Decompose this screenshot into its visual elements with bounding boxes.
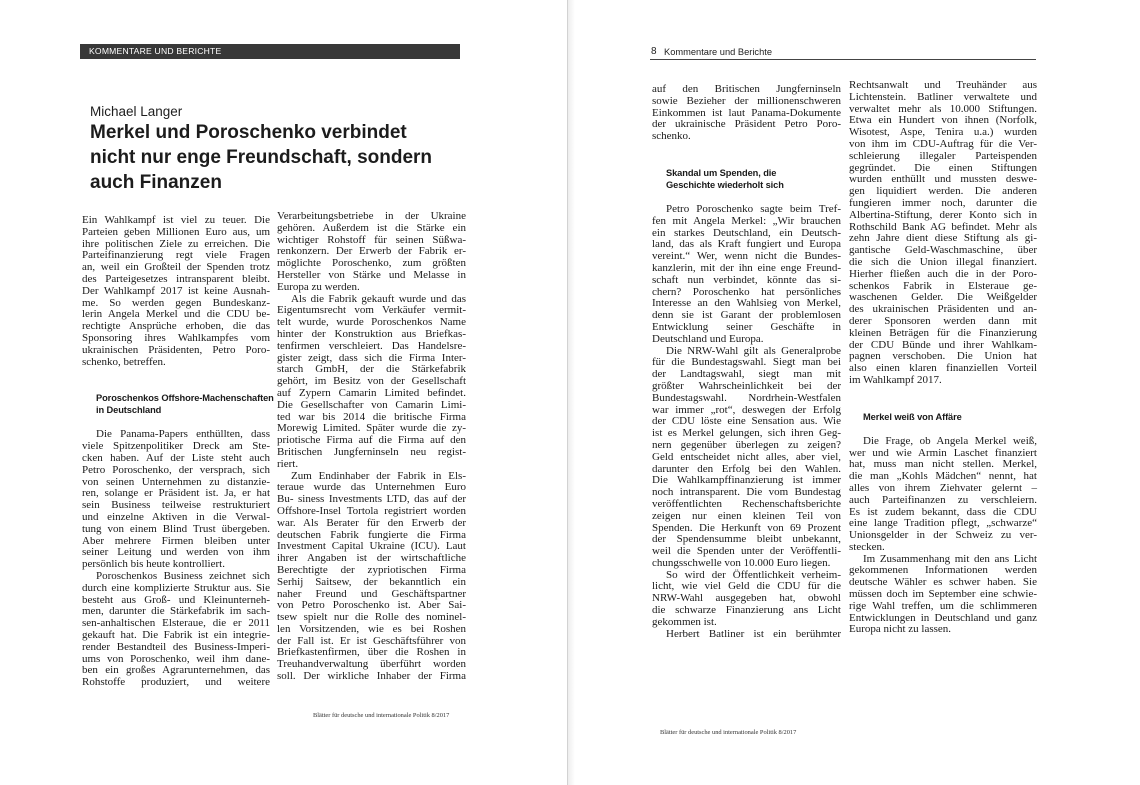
subheading-line: Poroschenkos Offshore-Machenschaften [96, 393, 274, 404]
paragraph [82, 429, 270, 571]
text-line: Rohstoffe produziert, und weitere [82, 676, 270, 689]
paragraph [849, 80, 1037, 387]
section-subheading [849, 411, 1037, 423]
text-line: verwaltet mehr als 10.000 Stiftungen. [849, 102, 1037, 115]
text-line: derer Sponsoren werden dann mit [849, 314, 1037, 327]
text-line: cken haben. Auf der Liste steht auch [82, 451, 270, 464]
paragraph [652, 570, 841, 629]
text-line: Berechtigte der zypriotischen Firma [277, 563, 466, 576]
left-page-column-1 [82, 214, 274, 689]
text-line: Die Frage, ob Angela Merkel weiß, [863, 434, 1037, 447]
text-line: Hersteller von Stärke und Melasse in [277, 268, 466, 281]
paragraph [277, 471, 466, 683]
text-line: rechtigte Ansprüche erhoben, die das [82, 320, 270, 333]
text-line: noch intransparent. Die vom Bundestag [652, 486, 841, 499]
text-line: möglichte Poroschenko, zum größten [277, 257, 466, 270]
text-line: gekommenen Informationen werden [849, 564, 1037, 577]
text-line: wer und wie Armin Laschet finanziert [849, 446, 1037, 459]
paragraph [849, 554, 1037, 637]
text-line: telt wurde, wurde Poroschenkos Name [277, 316, 466, 329]
text-line: Hierher fließen auch die in der Poro- [849, 267, 1037, 280]
text-line: ukrainischen Präsidenten, Petro Poro- [82, 343, 270, 356]
text-line: zeigen nur einen kleinen Teil von [652, 509, 841, 522]
text-line: Die NRW-Wahl gilt als Generalprobe [666, 344, 841, 357]
right-page-column-2 [849, 80, 1037, 636]
text-line: ihrer Angaben ist der wirtschaftliche [277, 552, 466, 565]
text-line: renkonzern. Der Erwerb der Fabrik er- [277, 245, 466, 258]
text-line: soll. Der wirkliche Inhaber der Firma [277, 670, 466, 683]
text-line: Unionsgelder in der Schweiz zu ver- [849, 529, 1037, 542]
text-line: Interesse an den Wahlsieg von Merkel, [652, 297, 841, 310]
text-line: Ein Wahlkampf ist viel zu teuer. Die [82, 214, 270, 226]
text-line: Europa nicht zu lassen. [849, 623, 952, 636]
left-page-column-2 [277, 211, 466, 683]
paragraph [652, 84, 841, 143]
text-line: teraue wurde das Unternehmen Euro [277, 481, 466, 494]
text-line: Im Zusammenhang mit den ans Licht [863, 552, 1037, 565]
text-line: viele Spitzenpolitiker Dreck am Ste- [82, 440, 270, 453]
text-line: seiner Leitung und werden von ihm [82, 546, 270, 559]
text-line: der CDU löste eine Sensation aus. Wie [652, 415, 841, 428]
text-line: Britischen Jungferninseln neu regist- [277, 445, 466, 458]
text-line: Die Gesellschafter von Camarin Limi- [277, 398, 466, 411]
page-footer: Blätter für deutsche und internationale Politik 8/2017 [660, 729, 797, 736]
text-line: der ukrainische Präsident Petro Poro- [652, 118, 841, 131]
text-line: sen-anhaltischen Elsteraue, die er 2011 [82, 617, 270, 630]
section-header-bar [80, 44, 460, 59]
text-line: Eigentumsrecht vom Verkäufer vermit- [277, 304, 466, 317]
text-line: schenko, betreffen. [82, 355, 166, 368]
running-head: Kommentare und Berichte [664, 47, 773, 57]
section-subheading [652, 167, 841, 191]
paragraph [277, 211, 466, 294]
text-line: tsew spielt nur die Rolle des nominel- [277, 611, 466, 624]
text-line: und einzelne Aktiven in die Verwal- [82, 510, 270, 523]
text-line: der Spendensumme bleibt unbekannt, [652, 533, 841, 546]
text-line: Die Panama-Papers enthüllten, dass [96, 428, 270, 441]
text-line: der CDU Bünde und ihrer Wahlkam- [849, 338, 1037, 351]
text-line: ist es Merkel gelungen, sich ihren Geg- [652, 427, 841, 440]
text-line: die sich die Union illegal finanziert. [849, 255, 1037, 268]
text-line: ben ein großes Agrarunternehmen, das [82, 664, 270, 677]
subheading-line: in Deutschland [96, 405, 162, 416]
text-line: müssen doch im September eine schwie- [849, 588, 1037, 601]
text-line: auf den Britischen Jungferninseln [652, 83, 841, 95]
text-line: Herbert Batliner ist ein berühmter [666, 627, 841, 640]
title-line: auch Finanzen [90, 172, 222, 193]
page-footer: Blätter für deutsche und internationale Politik 8/2017 [313, 712, 450, 719]
text-line: alles von ihrem Ziehvater gelernt – [849, 481, 1037, 494]
text-line: Es ist zudem bekannt, dass die CDU [849, 505, 1037, 518]
text-line: ihre politischen Ziele zu erreichen. Die [82, 237, 270, 250]
text-line: weil die Spenden unter der Veröffentli- [652, 545, 841, 558]
text-line: Verarbeitungsbetriebe in der Ukraine [277, 210, 466, 222]
text-line: denn sie ist Garant der problemlosen [652, 309, 841, 322]
text-line: men, darunter die Stärkefabrik im sach- [82, 605, 270, 618]
text-line: schleierung illegaler Parteispenden [849, 149, 1037, 162]
text-line: Rechtsanwalt und Treuhänder aus [849, 79, 1037, 91]
title-line: nicht nur enge Freundschaft, sondern [90, 147, 433, 168]
text-line: tung von einem Blind Trust übergeben. [82, 522, 270, 535]
text-line: Als die Fabrik gekauft wurde und das [291, 292, 466, 305]
text-line: auch Parteifinanzen zu verschleiern. [849, 493, 1037, 506]
text-line: gekommen ist. [652, 615, 717, 628]
text-line: deutschen Fabrik fungierte die Firma [277, 528, 466, 541]
text-line: von ihm im CDU-Auftrag für die Ver- [849, 137, 1037, 150]
text-line: Wisotest, Aspe, Tenira u.a.) wurden [849, 126, 1037, 139]
text-line: Sponsoring ihres Wahlkampfes vom [82, 331, 270, 344]
text-line: vereint.“ Wer, wenn nicht die Bundes- [652, 250, 841, 263]
text-line: chern? Poroschenko hat persönliches [652, 285, 841, 298]
text-line: Treuhandverwaltung überführt worden [277, 658, 466, 671]
text-line: an, weil ein Großteil der Spenden trotz [82, 261, 270, 274]
text-line: render Bestandteil des Business-Imperi- [82, 640, 270, 653]
text-line: Zum Endinhaber der Fabrik in Els- [291, 469, 466, 482]
text-line: Spenden. Die Herkunft von 69 Prozent [652, 521, 841, 534]
paragraph [849, 436, 1037, 554]
text-line: gister zeigt, dass sich die Firma Inter- [277, 351, 466, 364]
text-line: kanzlerin, mit der ihn eine enge Freund- [652, 261, 841, 274]
text-line: persönlich bis heute kontrolliert. [82, 558, 225, 571]
text-line: größter Wahrscheinlichkeit bei der [652, 379, 841, 392]
text-line: schenkos Fabrik in Elsteraue ge- [849, 279, 1037, 292]
text-line: Entwicklung seiner Geschäfte in [652, 320, 841, 333]
text-line: durch eine komplizierte Struktur aus. Sie [82, 581, 270, 594]
text-line: Einkommen ist laut Panama-Dokumente [652, 106, 841, 119]
text-line: die schwarze Finanzierung ans Licht [652, 604, 841, 617]
text-line: len Vorsitzenden, wie es bei Roshen [277, 622, 466, 635]
text-line: also einen klaren finanziellen Vorteil [849, 362, 1037, 375]
text-line: Bundestagswahl. Nordrhein-Westfalen [652, 391, 841, 404]
text-line: Morewig Limited. Später wurde die zy- [277, 422, 466, 435]
text-line: Offshore-Insel Tortola registriert worden [277, 504, 466, 517]
text-line: fungieren immer noch, darunter die [849, 196, 1037, 209]
text-line: ren, solange er Präsident ist. Ja, er hat [82, 487, 270, 500]
section-subheading [82, 392, 274, 416]
text-line: starch GmbH, der die Stärkefabrik [277, 363, 466, 376]
subheading-line: Skandal um Spenden, die [666, 167, 777, 178]
text-line: ums von Poroschenko, weil ihm dane- [82, 652, 270, 665]
text-line: gehören. Außerdem ist die Stärke ein [277, 221, 466, 234]
text-line: Albertina-Stiftung, derer Konto sich in [849, 208, 1037, 221]
text-line: Die Wahlkampffinanzierung ist immer [652, 474, 841, 487]
text-line: hinter der Konstruktion aus Briefkas- [277, 327, 466, 340]
text-line: stecken. [849, 540, 885, 553]
text-line: im Wahlkampf 2017. [849, 373, 942, 386]
text-line: Bu- siness Investments LTD, das auf der [277, 493, 466, 506]
text-line: chungsschwelle von 10.000 Euro liegen. [652, 556, 831, 569]
paragraph [82, 571, 270, 689]
text-line: des ukrainischen Präsidenten und an- [849, 303, 1037, 316]
text-line: Rothschild Bank AG befindet. Mehr als [849, 220, 1037, 233]
text-line: Serhij Saitsew, der bekanntlich ein [277, 575, 466, 588]
text-line: waschenen Gelder. Die Weißgelder [849, 291, 1037, 304]
text-line: eine lange Tradition pflegt, „schwarze“ [849, 517, 1037, 530]
text-line: Briefkastenfirmen, über die Roshen in [277, 646, 466, 659]
text-line: der Landtagswahl, siegt man mit [652, 368, 841, 381]
text-line: me. So werden gegen Bundeskanz- [82, 296, 270, 309]
text-line: war immer „rot“, deswegen der Erfolg [652, 403, 841, 416]
text-line: gegründet. Die einen Stiftungen [849, 161, 1037, 174]
subheading-line: Geschichte wiederholt sich [666, 179, 784, 190]
right-page-column-1 [652, 84, 841, 640]
paragraph [652, 204, 841, 346]
text-line: von seinen Unternehmen zu distanzie- [82, 475, 270, 488]
text-line: Deutschland und Europa. [652, 332, 764, 345]
text-line: Petro Poroschenko, der versprach, sich [82, 463, 270, 476]
text-line: Geld entscheidet nicht alles, aber viel, [652, 450, 841, 463]
text-line: Lichtenstein. Batliner verwaltete und [849, 90, 1037, 103]
text-line: Entwicklungen in Deutschland und ganz [849, 611, 1037, 624]
text-line: besteht aus Groß- und Kleinunterneh- [82, 593, 270, 606]
text-line: So wird der Öffentlichkeit verheim- [666, 568, 841, 581]
page-number: 8 [651, 46, 657, 57]
title-line: Merkel und Poroschenko verbindet [90, 122, 407, 143]
text-line: des Parteigesetzes intransparent bleibt. [82, 272, 270, 285]
text-line: Aber mehrere Firmen bleiben unter [82, 534, 270, 547]
text-line: riert. [277, 457, 299, 470]
page-gutter-shadow [568, 0, 575, 785]
paragraph [652, 629, 841, 641]
text-line: Investment Capital Ukraine (ICU). Laut [277, 540, 466, 553]
text-line: gen liquidiert werden. Die anderen [849, 185, 1037, 198]
text-line: land, das als Kraft fungiert und Europa [652, 238, 841, 251]
text-line: NRW-Wahl ausgegeben hat, obwohl [652, 592, 841, 605]
text-line: gehört, im Besitz von der Gesellschaft [277, 375, 466, 388]
text-line: ein starkes Deutschland, ein Deutsch- [652, 226, 841, 239]
text-line: für die Bundestagswahl. Siegt man bei [652, 356, 841, 369]
text-line: schaft nun verbindet, könnte das si- [652, 273, 841, 286]
text-line: Petro Poroschenko sagte beim Tref- [666, 202, 841, 215]
text-line: veröffentlichten Rechenschaftsberichte [652, 497, 841, 510]
paragraph [82, 215, 270, 368]
text-line: gantische Geld-Waschmaschine, über [849, 244, 1037, 257]
text-line: kleinen Beträgen für die Finanzierung [849, 326, 1037, 339]
text-line: sein Business teilweise restrukturiert [82, 499, 270, 512]
text-line: priotische Firma auf die Firma auf den [277, 434, 466, 447]
text-line: pagnen verschoben. Die Union hat [849, 350, 1037, 363]
text-line: der Fall ist. Er ist Geschäftsführer von [277, 634, 466, 647]
text-line: deutsche Wähler es schwer haben. Sie [849, 576, 1037, 589]
text-line: Parteien geben Millionen Euro aus, um [82, 225, 270, 238]
text-line: darunter den Erfolg bei den Wahlen. [652, 462, 841, 475]
text-line: rige Wahl treffen, um die schlimmeren [849, 599, 1037, 612]
text-line: licht, wie viel Geld die CDU für die [652, 580, 841, 593]
text-line: Europa zu werden. [277, 280, 360, 293]
text-line: Der Wahlkampf 2017 ist keine Ausnah- [82, 284, 270, 297]
text-line: sowie Bezieher der millionenschweren [652, 94, 841, 107]
text-line: schenko. [652, 130, 691, 143]
article-title [90, 120, 490, 195]
text-line: Parteifinanzierung regt viele Fragen [82, 249, 270, 262]
text-line: lerin Angela Merkel und die CDU be- [82, 308, 270, 321]
text-line: von Petro Poroschenko ist. Aber Sai- [277, 599, 466, 612]
text-line: hat, muss man nicht stellen. Merkel, [849, 458, 1037, 471]
text-line: tenfirmen verschleiert. Das Handelsre- [277, 339, 466, 352]
text-line: fen mit Angela Merkel: „Wir brauchen [652, 214, 841, 227]
text-line: wichtiger Rohstoff für seinen Süßwa- [277, 233, 466, 246]
text-line: die man „Kohls Mädchen“ nennt, hat [849, 470, 1037, 483]
subheading-line: Merkel weiß von Affäre [863, 411, 962, 422]
text-line: zehn Jahre dient diese Stiftung als gi- [849, 232, 1037, 245]
text-line: naher Freund und Geschäftspartner [277, 587, 466, 600]
text-line: ted war bis 2014 die britische Firma [277, 410, 466, 423]
header-rule [650, 59, 1036, 60]
paragraph [277, 294, 466, 471]
article-author: Michael Langer [90, 104, 183, 119]
text-line: Poroschenkos Business zeichnet sich [96, 569, 270, 582]
text-line: war. Als Berater für den Erwerb der [277, 516, 466, 529]
paragraph [652, 346, 841, 570]
text-line: nern gegenüber überlegen zu zeigen? [652, 438, 841, 451]
text-line: auf Zypern Camarin Limited befindet. [277, 386, 466, 399]
section-label: KOMMENTARE UND BERICHTE [89, 46, 222, 56]
text-line: wurden enthüllt und mussten deswe- [849, 173, 1037, 186]
text-line: gekauft hat. Die Fabrik ist ein integrie- [82, 628, 270, 641]
text-line: Etwa ein Hundert von ihnen (Norfolk, [849, 114, 1037, 127]
